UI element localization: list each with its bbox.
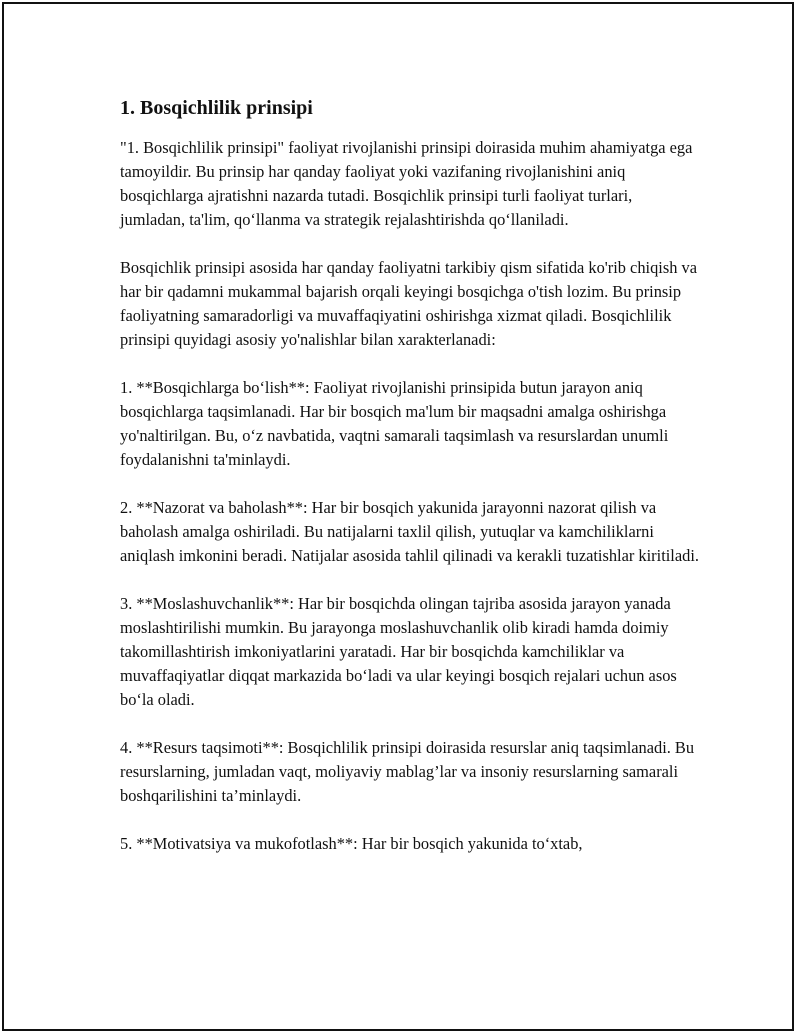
list-item-3: 3. **Moslashuvchanlik**: Har bir bosqichda olingan tajriba asosida jarayon yanada moslashtirilishi mumkin. Bu jarayonga moslashuvchanlik olib kiradi hamda doimiy takomillashtirish imkoniyatlarini yaratadi. Har bir bosqichda kamchiliklar va muvaffaqiyatlar diqqat markazida bo‘ladi va ular keyingi bosqich rejalari uchun asos bo‘la oladi.: [120, 594, 677, 709]
paragraph-intro: "1. Bosqichlilik prinsipi" faoliyat rivojlanishi prinsipi doirasida muhim ahamiyatga ega tamoyildir. Bu prinsip har qanday faoliyat yoki vazifaning rivojlanishini aniq bosqichlarga ajratishni nazarda tutadi. Bosqichlik prinsipi turli faoliyat turlari, jumladan, ta'lim, qo‘llanma va strategik rejalashtirishda qo‘llaniladi.: [120, 138, 693, 229]
list-item-1: 1. **Bosqichlarga bo‘lish**: Faoliyat rivojlanishi prinsipida butun jarayon aniq bosqichlarga taqsimlanadi. Har bir bosqich ma'lum bir maqsadni amalga oshirishga yo'naltirilgan. Bu, o‘z navbatida, vaqtni samarali taqsimlash va resurslardan unumli foydalanishni ta'minlaydi.: [120, 378, 669, 469]
paragraph-basis: Bosqichlik prinsipi asosida har qanday faoliyatni tarkibiy qism sifatida ko'rib chiqish va har bir qadamni mukammal bajarish orqali keyingi bosqichga o'tish lozim. Bu prinsip faoliyatning samaradorligi va muvaffaqiyatini oshirishga xizmat qiladi. Bosqichlilik prinsipi quyidagi asosiy yo'nalishlar bilan xarakterlanadi:: [120, 258, 697, 349]
list-item-5: 5. **Motivatsiya va mukofotlash**: Har bir bosqich yakunida to‘xtab,: [120, 834, 583, 853]
document-body: [120, 94, 700, 880]
document-page: [2, 2, 794, 1031]
section-heading: 1. Bosqichlilik prinsipi: [120, 97, 313, 119]
list-item-4: 4. **Resurs taqsimoti**: Bosqichlilik prinsipi doirasida resurslar aniq taqsimlanadi. Bu resurslarning, jumladan vaqt, moliyaviy mablag’lar va insoniy resurslarning samarali boshqarilishini ta’minlaydi.: [120, 738, 695, 805]
list-item-2: 2. **Nazorat va baholash**: Har bir bosqich yakunida jarayonni nazorat qilish va baholash amalga oshiriladi. Bu natijalarni taxlil qilish, yutuqlar va kamchiliklarni aniqlash imkonini beradi. Natijalar asosida tahlil qilinadi va kerakli tuzatishlar kiritiladi.: [120, 498, 699, 565]
